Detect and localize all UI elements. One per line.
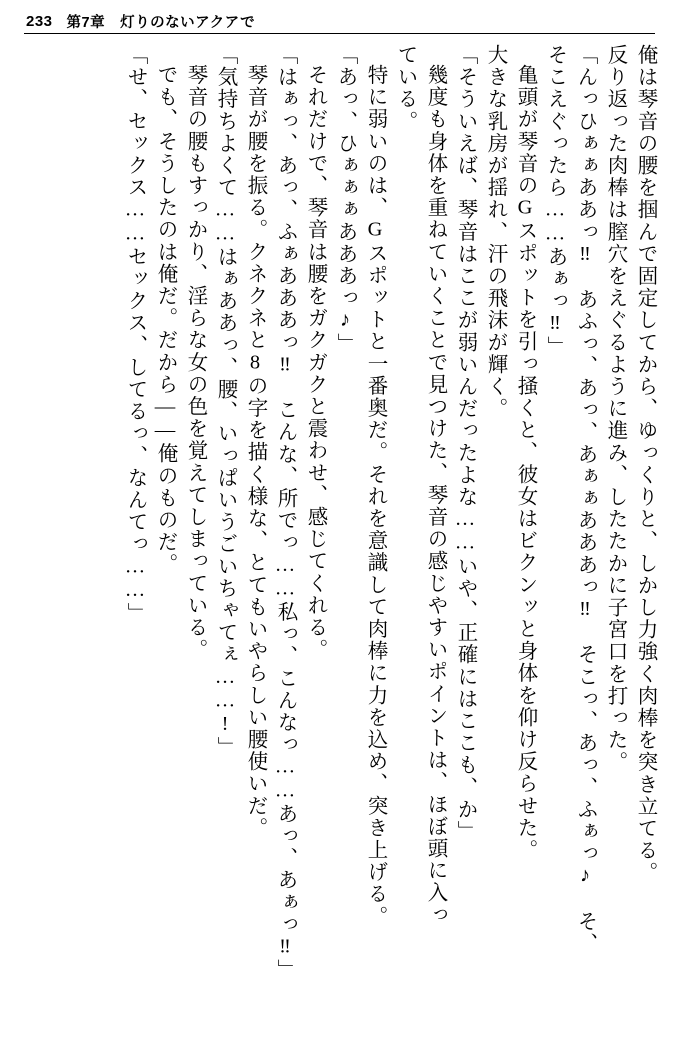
- text-column: 「せ、セックス……セックス、してるっ、なんてっ……」: [124, 44, 146, 625]
- chapter-title: 第7章 灯りのないアクアで: [66, 14, 256, 31]
- text-column: それだけで、琴音は腰をガクガクと震わせ、感じてくれる。: [304, 64, 326, 661]
- text-column: 俺は琴音の腰を掴んで固定してから、ゆっくりと、しかし力強く肉棒を突き立てる。: [634, 44, 656, 884]
- text-column: 「あっ、ひぁぁぁあああっ♪」: [334, 44, 356, 355]
- body-text: [24, 44, 655, 1036]
- running-header: [26, 8, 653, 34]
- text-column: 亀頭が琴音のGスポットを引っ掻くと、彼女はビクンッと身体を仰け反らせた。: [514, 64, 536, 862]
- text-column: 「気持ちよくて……はぁああっ、腰、いっぱいうごいちゃてぇ……!」: [214, 44, 236, 759]
- text-column: 特に弱いのは、Gスポットと一番奥だ。それを意識して肉棒に力を込め、突き上げる。: [364, 64, 386, 928]
- text-column: 反り返った肉棒は膣穴をえぐるように進み、したたかに子宮口を打った。: [604, 44, 626, 774]
- text-column: でも、そうしたのは俺だ。だから――俺のものだ。: [154, 64, 176, 576]
- text-column: 「そういえば、琴音はここが弱いんだったよな……いや、正確にはここも、か」: [454, 44, 476, 843]
- page-number: 233: [26, 12, 53, 30]
- text-column: 幾度も身体を重ねていくことで見つけた、琴音の感じやすいポイントは、ほぼ頭に入っ: [424, 64, 446, 926]
- text-column: そこえぐったら……あぁっ‼」: [544, 44, 566, 358]
- text-column: 「んっひぁぁああっ‼ あふっ、あっ、あぁぁあああっ‼ そこっ、あっ、ふぁっ♪ そ、: [574, 44, 596, 955]
- header-rule: [24, 33, 655, 34]
- text-column: 琴音が腰を振る。クネクネと8の字を描く様な、とてもいやらしい腰使いだ。: [244, 64, 266, 839]
- text-column: ている。: [394, 44, 416, 133]
- text-column: 琴音の腰もすっかり、淫らな女の色を覚えてしまっている。: [184, 64, 206, 661]
- text-column: 「はぁっ、あっ、ふぁあああっ‼ こんな、所でっ……私っ、こんなっ……あっ、あぁっ‼」: [274, 44, 296, 982]
- text-column: 大きな乳房が揺れ、汗の飛沫が輝く。: [484, 44, 506, 420]
